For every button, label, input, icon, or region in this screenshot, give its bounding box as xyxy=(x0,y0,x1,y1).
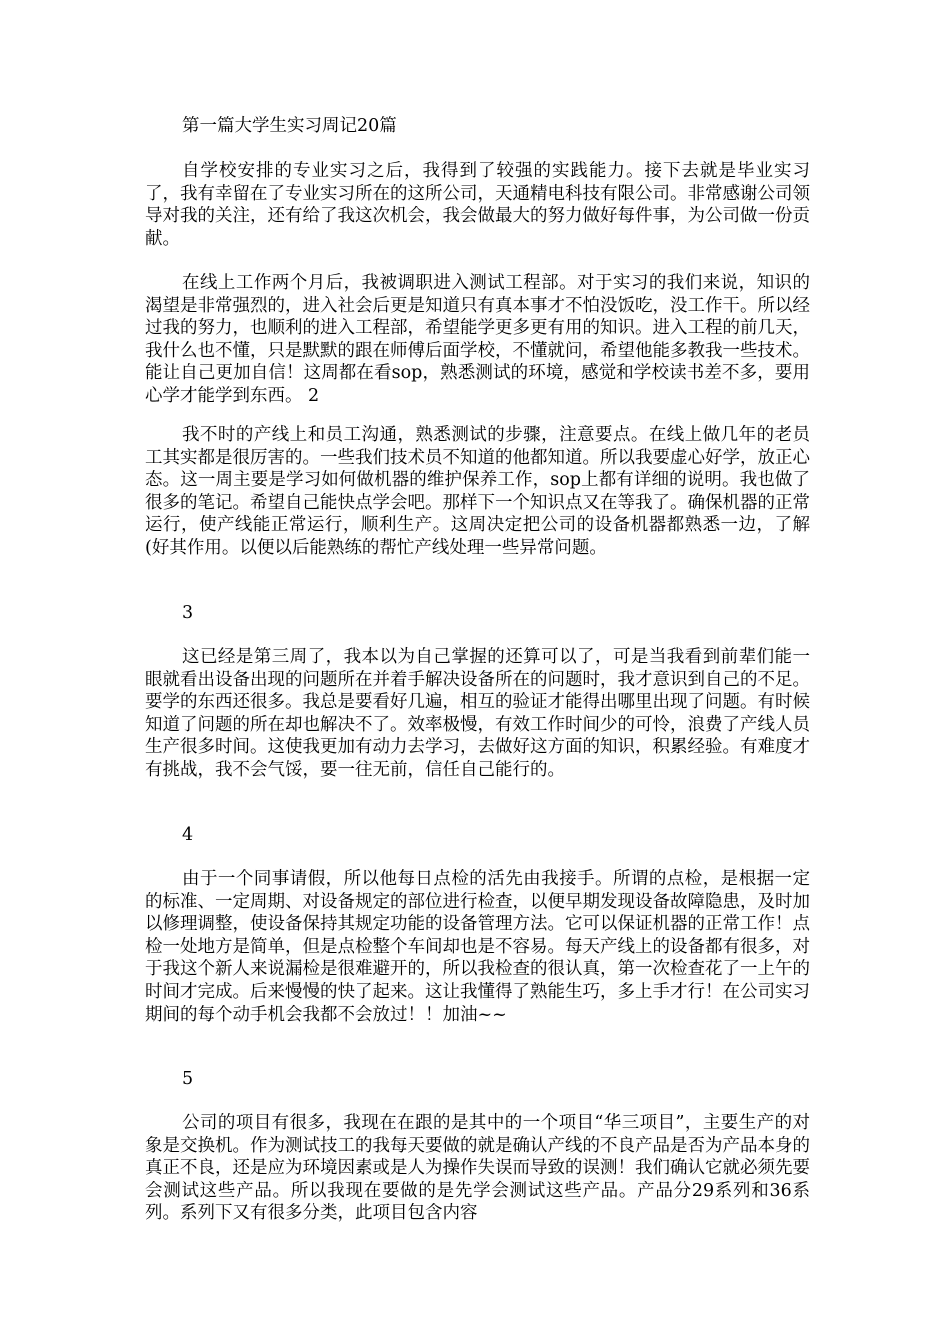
paragraph-5: 由于一个同事请假，所以他每日点检的活先由我接手。所谓的点检，是根据一定的标准、一定周期、对设备规定的部位进行检查，以便早期发现设备故障隐患，及时加以修理调整，使设备保持其规定功能的设备管理方法。它可以保证机器的正常工作！点检一处地方是简单，但是点检整个车间却也是不容易。每天产线上的设备都有很多，对于我这个新人来说漏检是很难避开的，所以我检查的很认真，第一次检查花了一上午的时间才完成。后来慢慢的快了起来。这让我懂得了熟能生巧，多上手才行！在公司实习期间的每个动手机会我都不会放过！！加油~~ xyxy=(145,869,810,1025)
section-number-4: 4 xyxy=(182,825,194,845)
section-number-5: 5 xyxy=(182,1069,194,1089)
document-title: 第一篇大学生实习周记20篇 xyxy=(182,116,397,136)
paragraph-4: 这已经是第三周了，我本以为自己掌握的还算可以了，可是当我看到前辈们能一眼就看出设备出现的问题所在并着手解决设备所在的问题时，我才意识到自己的不足。要学的东西还很多。我总是要看好几遍，相互的验证才能得出哪里出现了问题。有时候知道了问题的所在却也解决不了。效率极慢，有效工作时间少的可怜，浪费了产线人员生产很多时间。这使我更加有动力去学习，去做好这方面的知识，积累经验。有难度才有挑战，我不会气馁，要一往无前，信任自己能行的。 xyxy=(145,647,810,780)
paragraph-1: 自学校安排的专业实习之后，我得到了较强的实践能力。接下去就是毕业实习了，我有幸留在了专业实习所在的这所公司，天通精电科技有限公司。非常感谢公司领导对我的关注，还有给了我这次机会，我会做最大的努力做好每件事，为公司做一份贡献。 xyxy=(145,161,810,249)
paragraph-6: 公司的项目有很多，我现在在跟的是其中的一个项目“华三项目”，主要生产的对象是交换机。作为测试技工的我每天要做的就是确认产线的不良产品是否为产品本身的真正不良，还是应为环境因素或是人为操作失误而导致的误测！我们确认它就必须先要会测试这些产品。所以我现在要做的是先学会测试这些产品。产品分29系列和36系列。系列下又有很多分类，此项目包含内容 xyxy=(145,1113,810,1224)
paragraph-2: 在线上工作两个月后，我被调职进入测试工程部。对于实习的我们来说，知识的渴望是非常强烈的，进入社会后更是知道只有真本事才不怕没饭吃，没工作干。所以经过我的努力，也顺利的进入工程部，希望能学更多更有用的知识。进入工程的前几天，我什么也不懂，只是默默的跟在师傅后面学校，不懂就问，希望他能多教我一些技术。能让自己更加自信！这周都在看sop，熟悉测试的环境，感觉和学校读书差不多，要用心学才能学到东西。 2 xyxy=(145,273,810,406)
paragraph-3: 我不时的产线上和员工沟通，熟悉测试的步骤，注意要点。在线上做几年的老员工其实都是很厉害的。一些我们技术员不知道的他都知道。所以我要虚心好学，放正心态。这一周主要是学习如何做机器的维护保养工作，sop上都有详细的说明。我也做了很多的笔记。希望自己能快点学会吧。那样下一个知识点又在等我了。确保机器的正常运行，使产线能正常运行，顺利生产。这周决定把公司的设备机器都熟悉一边，了解(好其作用。以便以后能熟练的帮忙产线处理一些异常问题。 xyxy=(145,425,810,558)
section-number-3: 3 xyxy=(182,603,194,623)
